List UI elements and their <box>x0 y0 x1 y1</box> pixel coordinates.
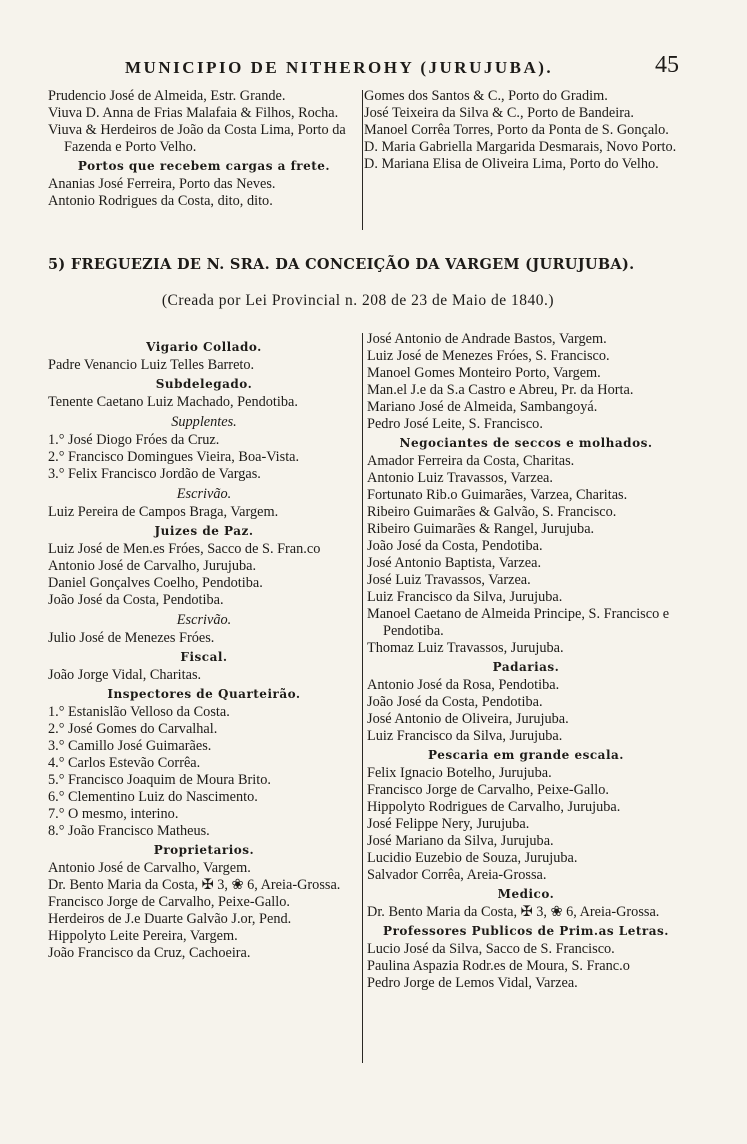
list-entry: Viuva & Herdeiros de João da Costa Lima, Porto da Fazenda e Porto Velho. <box>48 122 346 155</box>
list-entry: 1.° José Diogo Fróes da Cruz. <box>48 432 220 448</box>
list-entry: 3.° Felix Francisco Jordão de Vargas. <box>48 466 261 482</box>
list-entry: Antonio Luiz Travassos, Varzea. <box>367 470 553 486</box>
list-entry: Luiz Pereira de Campos Braga, Vargem. <box>48 504 279 520</box>
main-right-column <box>367 331 685 992</box>
list-entry: Luiz José de Menezes Fróes, S. Francisco. <box>367 348 610 364</box>
list-entry: Thomaz Luiz Travassos, Jurujuba. <box>367 640 564 656</box>
list-entry: Prudencio José de Almeida, Estr. Grande. <box>48 88 286 104</box>
list-entry: Paulina Aspazia Rodr.es de Moura, S. Franc.o <box>367 958 630 974</box>
list-entry: José Luiz Travassos, Varzea. <box>367 572 531 588</box>
list-entry: Hippolyto Leite Pereira, Vargem. <box>48 928 238 944</box>
section-heading: Subdelegado. <box>155 377 253 391</box>
section-heading: Fiscal. <box>180 650 228 664</box>
list-entry: José Antonio de Andrade Bastos, Vargem. <box>367 331 607 347</box>
list-entry: D. Maria Gabriella Margarida Desmarais, Novo Porto. <box>364 139 677 155</box>
page-title: MUNICIPIO DE NITHEROHY (JURUJUBA). <box>125 58 554 77</box>
list-entry: Dr. Bento Maria da Costa, ✠ 3, ❀ 6, Areia-Grossa. <box>48 877 341 893</box>
list-entry: José Teixeira da Silva & C., Porto de Bandeira. <box>364 105 634 121</box>
section-heading: Negociantes de seccos e molhados. <box>399 436 653 450</box>
section-title: 5) FREGUEZIA DE N. SRA. DA CONCEIÇÃO DA VARGEM (JURUJUBA). <box>48 256 635 273</box>
section-heading: Medico. <box>497 887 555 901</box>
list-entry: 2.° Francisco Domingues Vieira, Boa-Vista. <box>48 449 300 465</box>
list-entry: 5.° Francisco Joaquim de Moura Brito. <box>48 772 271 788</box>
list-entry: 3.° Camillo José Guimarães. <box>48 738 212 754</box>
section-heading: Vigario Collado. <box>146 340 262 354</box>
list-entry: Amador Ferreira da Costa, Charitas. <box>367 453 575 469</box>
list-entry: Man.el J.e da S.a Castro e Abreu, Pr. da Horta. <box>367 382 634 398</box>
section-subheading: Escrivão. <box>176 486 232 502</box>
section-subheading: Supplentes. <box>171 414 237 430</box>
section-heading: Proprietarios. <box>153 843 255 857</box>
main-column-divider <box>362 333 363 1063</box>
list-entry: Dr. Bento Maria da Costa, ✠ 3, ❀ 6, Areia-Grossa. <box>367 904 660 920</box>
list-entry: José Mariano da Silva, Jurujuba. <box>367 833 554 849</box>
list-entry: 7.° O mesmo, interino. <box>48 806 179 822</box>
list-entry: Antonio José de Carvalho, Jurujuba. <box>48 558 257 574</box>
list-entry: João José da Costa, Pendotiba. <box>367 538 543 554</box>
top-column-divider <box>362 90 363 230</box>
section-heading: Juizes de Paz. <box>154 524 254 538</box>
creation-note: (Creada por Lei Provincial n. 208 de 23 de Maio de 1840.) <box>161 292 555 309</box>
list-entry: Daniel Gonçalves Coelho, Pendotiba. <box>48 575 263 591</box>
list-entry: Fortunato Rib.o Guimarães, Varzea, Charitas. <box>367 487 628 503</box>
list-entry: Herdeiros de J.e Duarte Galvão J.or, Pend. <box>48 911 292 927</box>
list-entry: 4.° Carlos Estevão Corrêa. <box>48 755 201 771</box>
list-entry: 2.° José Gomes do Carvalhal. <box>48 721 218 737</box>
list-entry: Hippolyto Rodrigues de Carvalho, Jurujuba. <box>367 799 621 815</box>
list-entry: Luiz Francisco da Silva, Jurujuba. <box>367 589 563 605</box>
list-entry: João Francisco da Cruz, Cachoeira. <box>48 945 251 961</box>
list-entry: Lucio José da Silva, Sacco de S. Francisco. <box>367 941 615 957</box>
page-number: 45 <box>655 52 679 78</box>
running-head <box>0 52 747 82</box>
list-entry: Ananias José Ferreira, Porto das Neves. <box>48 176 276 192</box>
list-entry: D. Mariana Elisa de Oliveira Lima, Porto do Velho. <box>364 156 659 172</box>
list-entry: Antonio José de Carvalho, Vargem. <box>48 860 251 876</box>
list-entry: Gomes dos Santos & C., Porto do Gradim. <box>364 88 608 104</box>
list-entry: Antonio José da Rosa, Pendotiba. <box>367 677 560 693</box>
list-entry: Francisco Jorge de Carvalho, Peixe-Gallo. <box>367 782 609 798</box>
list-entry: Manoel Corrêa Torres, Porto da Ponta de S. Gonçalo. <box>364 122 669 138</box>
top-right-column <box>364 88 682 173</box>
list-entry: Julio José de Menezes Fróes. <box>48 630 215 646</box>
list-entry: Pedro José Leite, S. Francisco. <box>367 416 543 432</box>
list-entry: 1.° Estanislão Velloso da Costa. <box>48 704 230 720</box>
section-heading: Padarias. <box>492 660 560 674</box>
list-entry: 6.° Clementino Luiz do Nascimento. <box>48 789 258 805</box>
section-subheading: Escrivão. <box>176 612 232 628</box>
list-entry: Pedro Jorge de Lemos Vidal, Varzea. <box>367 975 578 991</box>
top-left-column <box>48 88 360 210</box>
list-entry: João José da Costa, Pendotiba. <box>48 592 224 608</box>
list-entry: Antonio Rodrigues da Costa, dito, dito. <box>48 193 273 209</box>
section-heading: Professores Publicos de Prim.as Letras. <box>383 924 669 938</box>
list-entry: Tenente Caetano Luiz Machado, Pendotiba. <box>48 394 298 410</box>
list-entry: João Jorge Vidal, Charitas. <box>48 667 202 683</box>
list-entry: Padre Venancio Luiz Telles Barreto. <box>48 357 255 373</box>
list-entry: Luiz José de Men.es Fróes, Sacco de S. Fran.co <box>48 541 321 557</box>
list-entry: Ribeiro Guimarães & Galvão, S. Francisco. <box>367 504 617 520</box>
list-entry: José Antonio Baptista, Varzea. <box>367 555 542 571</box>
list-entry: José Felippe Nery, Jurujuba. <box>367 816 530 832</box>
list-entry: Felix Ignacio Botelho, Jurujuba. <box>367 765 552 781</box>
list-entry: Ribeiro Guimarães & Rangel, Jurujuba. <box>367 521 595 537</box>
list-entry: Salvador Corrêa, Areia-Grossa. <box>367 867 547 883</box>
list-entry: Manoel Caetano de Almeida Principe, S. Francisco e Pendotiba. <box>367 606 670 639</box>
section-heading: Inspectores de Quarteirão. <box>107 687 301 701</box>
list-entry: Luiz Francisco da Silva, Jurujuba. <box>367 728 563 744</box>
list-entry: Mariano José de Almeida, Sambangoyá. <box>367 399 598 415</box>
list-entry: José Antonio de Oliveira, Jurujuba. <box>367 711 569 727</box>
list-entry: Lucidio Euzebio de Souza, Jurujuba. <box>367 850 578 866</box>
section-heading: Portos que recebem cargas a frete. <box>77 159 331 173</box>
list-entry: João José da Costa, Pendotiba. <box>367 694 543 710</box>
section-heading: Pescaria em grande escala. <box>428 748 624 762</box>
list-entry: Manoel Gomes Monteiro Porto, Vargem. <box>367 365 601 381</box>
list-entry: Viuva D. Anna de Frias Malafaia & Filhos, Rocha. <box>48 105 339 121</box>
list-entry: Francisco Jorge de Carvalho, Peixe-Gallo. <box>48 894 290 910</box>
main-left-column <box>48 337 360 962</box>
list-entry: 8.° João Francisco Matheus. <box>48 823 210 839</box>
